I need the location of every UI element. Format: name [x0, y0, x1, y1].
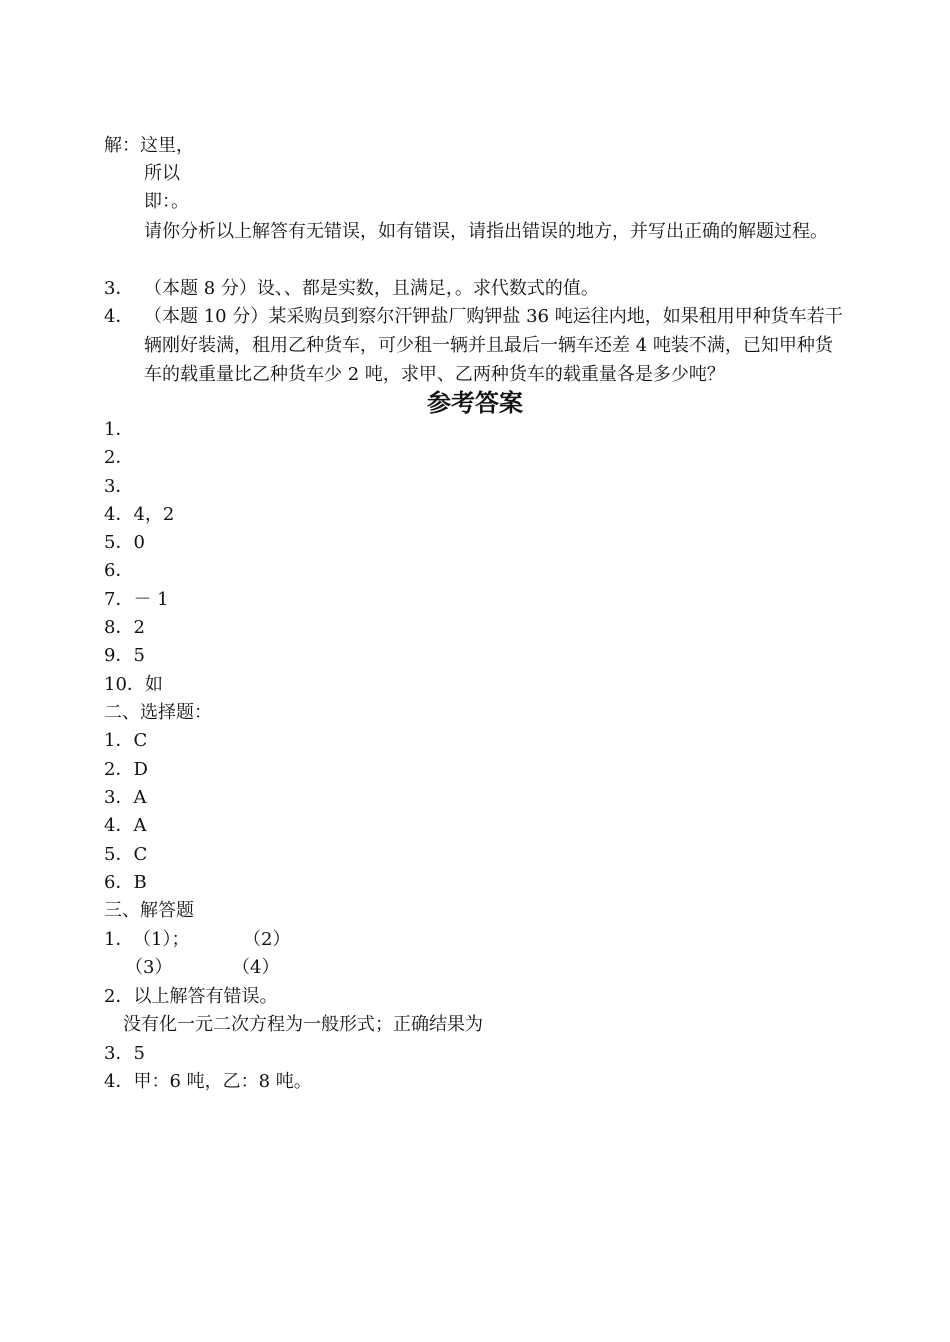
choice-answer-6: 6．B — [104, 872, 147, 893]
solution-analysis: 请你分析以上解答有无错误，如有错误，请指出错误的地方，并写出正确的解题过程。 — [144, 221, 828, 242]
choice-heading: 二、选择题： — [104, 702, 212, 723]
solve-answer-1-number: 1． — [104, 929, 134, 950]
fill-answer-8: 8．2 — [104, 617, 145, 638]
solve-answer-3: 3．5 — [104, 1043, 145, 1064]
answers-title: 参考答案 — [427, 389, 523, 417]
solve-answer-1-part-3: （3） — [125, 957, 173, 978]
problem-3-number: 3． — [104, 278, 134, 299]
choice-answer-3: 3．A — [104, 787, 147, 808]
solve-heading: 三、解答题 — [104, 900, 194, 921]
fill-answer-2: 2． — [104, 447, 134, 468]
fill-answer-9: 9．5 — [104, 645, 145, 666]
problem-3-text: （本题 8 分）设、、都是实数，且满足，。求代数式的值。 — [144, 278, 599, 299]
solve-answer-1-part-2: （2） — [243, 929, 291, 950]
fill-answer-6: 6． — [104, 560, 134, 581]
solution-line-1: 解：这里， — [104, 135, 194, 156]
fill-answer-10: 10．如 — [104, 674, 163, 695]
solution-line-3: 即：。 — [144, 191, 189, 212]
fill-answer-3: 3． — [104, 476, 134, 497]
fill-answer-5: 5．0 — [104, 532, 145, 553]
choice-answer-2: 2．D — [104, 759, 148, 780]
problem-4-text: （本题 10 分）某采购员到察尔汗钾盐厂购钾盐 36 吨运往内地，如果租用甲种货车若干辆刚好装满，租用乙种货车，可少租一辆并且最后一辆车还差 4 吨装不满，已知甲种货车的载重量比乙种货车少 2 吨，求甲、乙两种货车的载重量各是多少吨？ — [144, 306, 843, 385]
problem-4-number: 4． — [104, 306, 134, 327]
solution-line-2: 所以 — [144, 163, 180, 184]
solve-answer-4: 4．甲：6 吨，乙：8 吨。 — [104, 1071, 312, 1092]
solve-answer-1-part-1: （1）； — [133, 929, 190, 950]
choice-answer-5: 5．C — [104, 844, 148, 865]
fill-answer-4: 4．4，2 — [104, 504, 175, 525]
solve-answer-1-part-4: （4） — [232, 957, 280, 978]
solve-answer-2-detail: 没有化一元二次方程为一般形式；正确结果为 — [123, 1014, 483, 1035]
fill-answer-7: 7．－ 1 — [104, 589, 169, 610]
solve-answer-2: 2．以上解答有错误。 — [104, 986, 278, 1007]
fill-answer-1: 1． — [104, 419, 134, 440]
choice-answer-4: 4．A — [104, 815, 147, 836]
choice-answer-1: 1．C — [104, 730, 148, 751]
